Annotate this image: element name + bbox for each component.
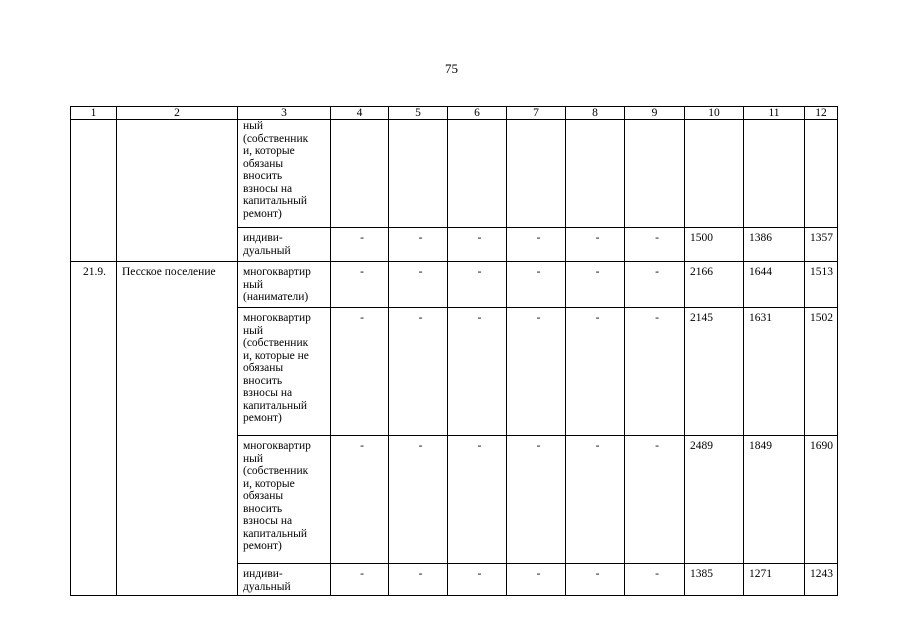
tariff-table (70, 106, 838, 596)
value-cell-col-8 (566, 120, 625, 228)
value-cell-col-11: 1644 (744, 262, 805, 308)
value-cell-col-6: - (448, 564, 507, 596)
column-header-8: 8 (566, 107, 625, 120)
row-number-cell: 21.9. (71, 262, 117, 596)
settlement-cell (117, 120, 238, 262)
value-cell-col-4: - (331, 564, 389, 596)
column-header-12: 12 (805, 107, 838, 120)
housing-type-cell: многоквартир ный (собственник и, которые не обязаны вносить взносы на капитальный ремонт) (238, 308, 331, 436)
column-header-11: 11 (744, 107, 805, 120)
page-number: 75 (445, 61, 458, 76)
value-cell-col-8: - (566, 262, 625, 308)
housing-type-cell: индиви- дуальный (238, 228, 331, 262)
table-row (71, 262, 838, 308)
column-header-10: 10 (685, 107, 744, 120)
value-cell-col-4: - (331, 436, 389, 564)
value-cell-col-10: 2489 (685, 436, 744, 564)
value-cell-col-7: - (507, 228, 566, 262)
value-cell-col-9: - (625, 564, 685, 596)
value-cell-col-10: 1385 (685, 564, 744, 596)
value-cell-col-12: 1357 (805, 228, 838, 262)
value-cell-col-12: 1513 (805, 262, 838, 308)
housing-type-cell: многоквартир ный (собственник и, которые обязаны вносить взносы на капитальный ремонт) (238, 436, 331, 564)
housing-type-cell: многоквартир ный (наниматели) (238, 262, 331, 308)
value-cell-col-8: - (566, 228, 625, 262)
column-header-6: 6 (448, 107, 507, 120)
value-cell-col-11: 1849 (744, 436, 805, 564)
column-header-4: 4 (331, 107, 389, 120)
table-body (71, 120, 838, 596)
header-row (71, 107, 838, 120)
column-header-2: 2 (117, 107, 238, 120)
housing-type-cell: индиви- дуальный (238, 564, 331, 596)
value-cell-col-9: - (625, 308, 685, 436)
value-cell-col-4: - (331, 228, 389, 262)
column-header-7: 7 (507, 107, 566, 120)
value-cell-col-10 (685, 120, 744, 228)
value-cell-col-5: - (389, 308, 448, 436)
value-cell-col-6: - (448, 436, 507, 564)
value-cell-col-12: 1243 (805, 564, 838, 596)
column-header-5: 5 (389, 107, 448, 120)
value-cell-col-7: - (507, 564, 566, 596)
row-number-cell (71, 120, 117, 262)
table-row (71, 120, 838, 228)
value-cell-col-12 (805, 120, 838, 228)
value-cell-col-5: - (389, 228, 448, 262)
value-cell-col-4: - (331, 262, 389, 308)
value-cell-col-8: - (566, 436, 625, 564)
value-cell-col-6: - (448, 228, 507, 262)
value-cell-col-9: - (625, 262, 685, 308)
value-cell-col-7: - (507, 262, 566, 308)
column-header-9: 9 (625, 107, 685, 120)
value-cell-col-4: - (331, 308, 389, 436)
settlement-cell: Песское поселение (117, 262, 238, 596)
value-cell-col-12: 1502 (805, 308, 838, 436)
value-cell-col-11 (744, 120, 805, 228)
value-cell-col-11: 1271 (744, 564, 805, 596)
value-cell-col-7: - (507, 308, 566, 436)
value-cell-col-5: - (389, 564, 448, 596)
value-cell-col-4 (331, 120, 389, 228)
value-cell-col-9 (625, 120, 685, 228)
value-cell-col-5: - (389, 436, 448, 564)
column-header-1: 1 (71, 107, 117, 120)
value-cell-col-5: - (389, 262, 448, 308)
value-cell-col-6: - (448, 308, 507, 436)
value-cell-col-10: 2166 (685, 262, 744, 308)
housing-type-cell: ный (собственник и, которые обязаны вносить взносы на капитальный ремонт) (238, 120, 331, 228)
value-cell-col-9: - (625, 436, 685, 564)
value-cell-col-7 (507, 120, 566, 228)
value-cell-col-8: - (566, 564, 625, 596)
value-cell-col-8: - (566, 308, 625, 436)
value-cell-col-6 (448, 120, 507, 228)
value-cell-col-7: - (507, 436, 566, 564)
value-cell-col-6: - (448, 262, 507, 308)
column-header-3: 3 (238, 107, 331, 120)
value-cell-col-11: 1386 (744, 228, 805, 262)
value-cell-col-9: - (625, 228, 685, 262)
value-cell-col-10: 2145 (685, 308, 744, 436)
value-cell-col-5 (389, 120, 448, 228)
value-cell-col-12: 1690 (805, 436, 838, 564)
value-cell-col-10: 1500 (685, 228, 744, 262)
value-cell-col-11: 1631 (744, 308, 805, 436)
